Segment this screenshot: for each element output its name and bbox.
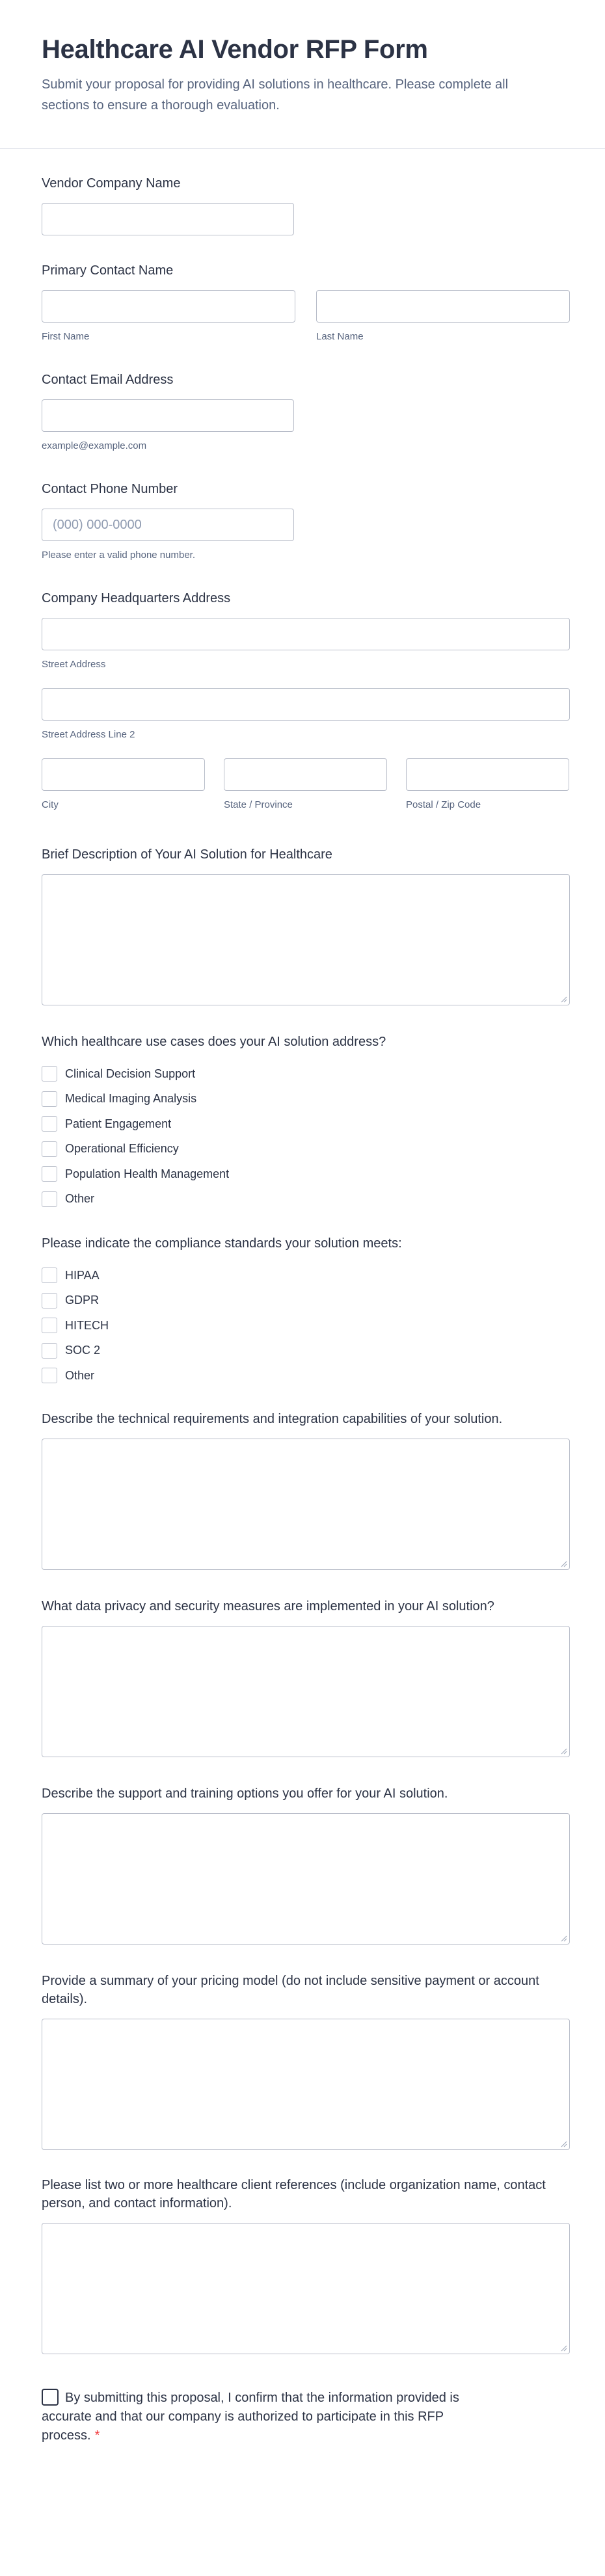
compliance-options bbox=[42, 1263, 571, 1388]
city-sublabel: City bbox=[42, 799, 59, 810]
last-name-input[interactable] bbox=[316, 290, 570, 323]
privacy-label: What data privacy and security measures are implemented in your AI solution? bbox=[42, 1599, 494, 1613]
references-textarea[interactable] bbox=[42, 2224, 569, 2354]
first-name-sublabel: First Name bbox=[42, 331, 90, 342]
last-name-sublabel: Last Name bbox=[316, 331, 364, 342]
description-textarea[interactable] bbox=[42, 875, 569, 1005]
resize-grip-icon[interactable] bbox=[559, 1747, 567, 1755]
pricing-label: Provide a summary of your pricing model (do not include sensitive payment or account details). bbox=[42, 1974, 539, 2006]
zip-sublabel: Postal / Zip Code bbox=[406, 799, 481, 810]
vendor-name-label: Vendor Company Name bbox=[42, 176, 181, 191]
checkbox[interactable] bbox=[42, 1268, 57, 1283]
compliance-option[interactable] bbox=[42, 1338, 571, 1364]
street-address-input[interactable] bbox=[42, 618, 570, 650]
street-address-sublabel: Street Address bbox=[42, 659, 106, 670]
email-input[interactable] bbox=[42, 399, 294, 432]
use-case-option[interactable] bbox=[42, 1061, 571, 1087]
resize-grip-icon[interactable] bbox=[559, 2344, 567, 2352]
use-case-option-label: Clinical Decision Support bbox=[65, 1067, 196, 1080]
phone-label: Contact Phone Number bbox=[42, 482, 178, 496]
references-textarea-box bbox=[42, 2223, 570, 2354]
email-label: Contact Email Address bbox=[42, 373, 174, 387]
resize-grip-icon[interactable] bbox=[559, 995, 567, 1003]
use-case-option[interactable] bbox=[42, 1162, 571, 1187]
phone-sublabel: Please enter a valid phone number. bbox=[42, 550, 195, 561]
checkbox[interactable] bbox=[42, 1293, 57, 1308]
support-field bbox=[42, 1785, 571, 1945]
use-case-option[interactable] bbox=[42, 1111, 571, 1137]
pricing-textarea-box bbox=[42, 2019, 570, 2150]
resize-grip-icon[interactable] bbox=[559, 1560, 567, 1567]
use-case-option-label: Patient Engagement bbox=[65, 1117, 172, 1130]
required-mark: * bbox=[94, 2428, 100, 2443]
form-title: Healthcare AI Vendor RFP Form bbox=[42, 35, 428, 64]
email-sublabel: example@example.com bbox=[42, 440, 147, 451]
checkbox[interactable] bbox=[42, 1343, 57, 1359]
support-textarea-box bbox=[42, 1813, 570, 1945]
consent-text-block bbox=[42, 2389, 497, 2445]
compliance-option-label: HIPAA bbox=[65, 1268, 100, 1282]
use-case-option[interactable] bbox=[42, 1087, 571, 1112]
street-address-line2-sublabel: Street Address Line 2 bbox=[42, 729, 135, 740]
description-field bbox=[42, 845, 571, 1005]
description-textarea-box bbox=[42, 874, 570, 1005]
state-input[interactable] bbox=[224, 758, 387, 791]
vendor-name-field bbox=[42, 174, 571, 235]
compliance-option[interactable] bbox=[42, 1288, 571, 1314]
support-label: Describe the support and training options you offer for your AI solution. bbox=[42, 1786, 448, 1801]
phone-input[interactable] bbox=[42, 509, 294, 541]
compliance-option[interactable] bbox=[42, 1263, 571, 1288]
references-label: Please list two or more healthcare client references (include organization name, contact person, and contact information). bbox=[42, 2178, 546, 2211]
state-sublabel: State / Province bbox=[224, 799, 293, 810]
compliance-option-label: Other bbox=[65, 1368, 95, 1382]
use-case-option-label: Other bbox=[65, 1192, 95, 1206]
checkbox[interactable] bbox=[42, 1066, 57, 1082]
checkbox[interactable] bbox=[42, 1191, 57, 1207]
phone-field bbox=[42, 480, 571, 562]
use-case-option[interactable] bbox=[42, 1137, 571, 1162]
consent-checkbox[interactable] bbox=[42, 2389, 59, 2406]
checkbox[interactable] bbox=[42, 1116, 57, 1132]
compliance-option-label: HITECH bbox=[65, 1318, 109, 1332]
form-subtitle: Submit your proposal for providing AI solutions in healthcare. Please complete all sections to ensure a thorough evaluation. bbox=[42, 77, 509, 113]
use-cases-field bbox=[42, 1033, 571, 1212]
resize-grip-icon[interactable] bbox=[559, 1934, 567, 1942]
address-field bbox=[42, 589, 571, 812]
zip-input[interactable] bbox=[406, 758, 569, 791]
technical-field bbox=[42, 1410, 571, 1570]
use-case-option-label: Medical Imaging Analysis bbox=[65, 1092, 197, 1106]
address-label: Company Headquarters Address bbox=[42, 591, 231, 605]
technical-label: Describe the technical requirements and integration capabilities of your solution. bbox=[42, 1412, 503, 1426]
checkbox[interactable] bbox=[42, 1318, 57, 1333]
use-case-option-label: Population Health Management bbox=[65, 1167, 230, 1180]
use-case-option[interactable] bbox=[42, 1187, 571, 1212]
checkbox[interactable] bbox=[42, 1166, 57, 1182]
use-cases-options bbox=[42, 1061, 571, 1212]
compliance-option[interactable] bbox=[42, 1363, 571, 1388]
city-input[interactable] bbox=[42, 758, 205, 791]
vendor-name-input[interactable] bbox=[42, 203, 294, 235]
consent-field bbox=[42, 2389, 571, 2445]
use-cases-label: Which healthcare use cases does your AI solution address? bbox=[42, 1035, 386, 1049]
technical-textarea[interactable] bbox=[42, 1439, 569, 1569]
contact-name-label: Primary Contact Name bbox=[42, 263, 174, 278]
consent-label: By submitting this proposal, I confirm that the information provided is accurate and that our company is authorized to participate in this RFP process. bbox=[42, 2391, 459, 2443]
use-case-option-label: Operational Efficiency bbox=[65, 1142, 179, 1156]
compliance-option-label: SOC 2 bbox=[65, 1344, 101, 1357]
support-textarea[interactable] bbox=[42, 1814, 569, 1944]
resize-grip-icon[interactable] bbox=[559, 2140, 567, 2147]
pricing-field bbox=[42, 1972, 571, 2150]
description-label: Brief Description of Your AI Solution for Healthcare bbox=[42, 847, 332, 862]
compliance-field bbox=[42, 1234, 571, 1388]
compliance-option[interactable] bbox=[42, 1313, 571, 1338]
first-name-input[interactable] bbox=[42, 290, 295, 323]
checkbox[interactable] bbox=[42, 1141, 57, 1157]
technical-textarea-box bbox=[42, 1439, 570, 1570]
pricing-textarea[interactable] bbox=[42, 2019, 569, 2149]
privacy-field bbox=[42, 1597, 571, 1757]
street-address-line2-input[interactable] bbox=[42, 688, 570, 721]
references-field bbox=[42, 2176, 571, 2354]
compliance-option-label: GDPR bbox=[65, 1294, 100, 1307]
compliance-label: Please indicate the compliance standards your solution meets: bbox=[42, 1236, 402, 1251]
form-header bbox=[0, 0, 605, 149]
email-field bbox=[42, 371, 571, 453]
checkbox[interactable] bbox=[42, 1368, 57, 1383]
checkbox[interactable] bbox=[42, 1091, 57, 1107]
privacy-textarea[interactable] bbox=[42, 1627, 569, 1757]
contact-name-field bbox=[42, 261, 571, 343]
privacy-textarea-box bbox=[42, 1626, 570, 1757]
